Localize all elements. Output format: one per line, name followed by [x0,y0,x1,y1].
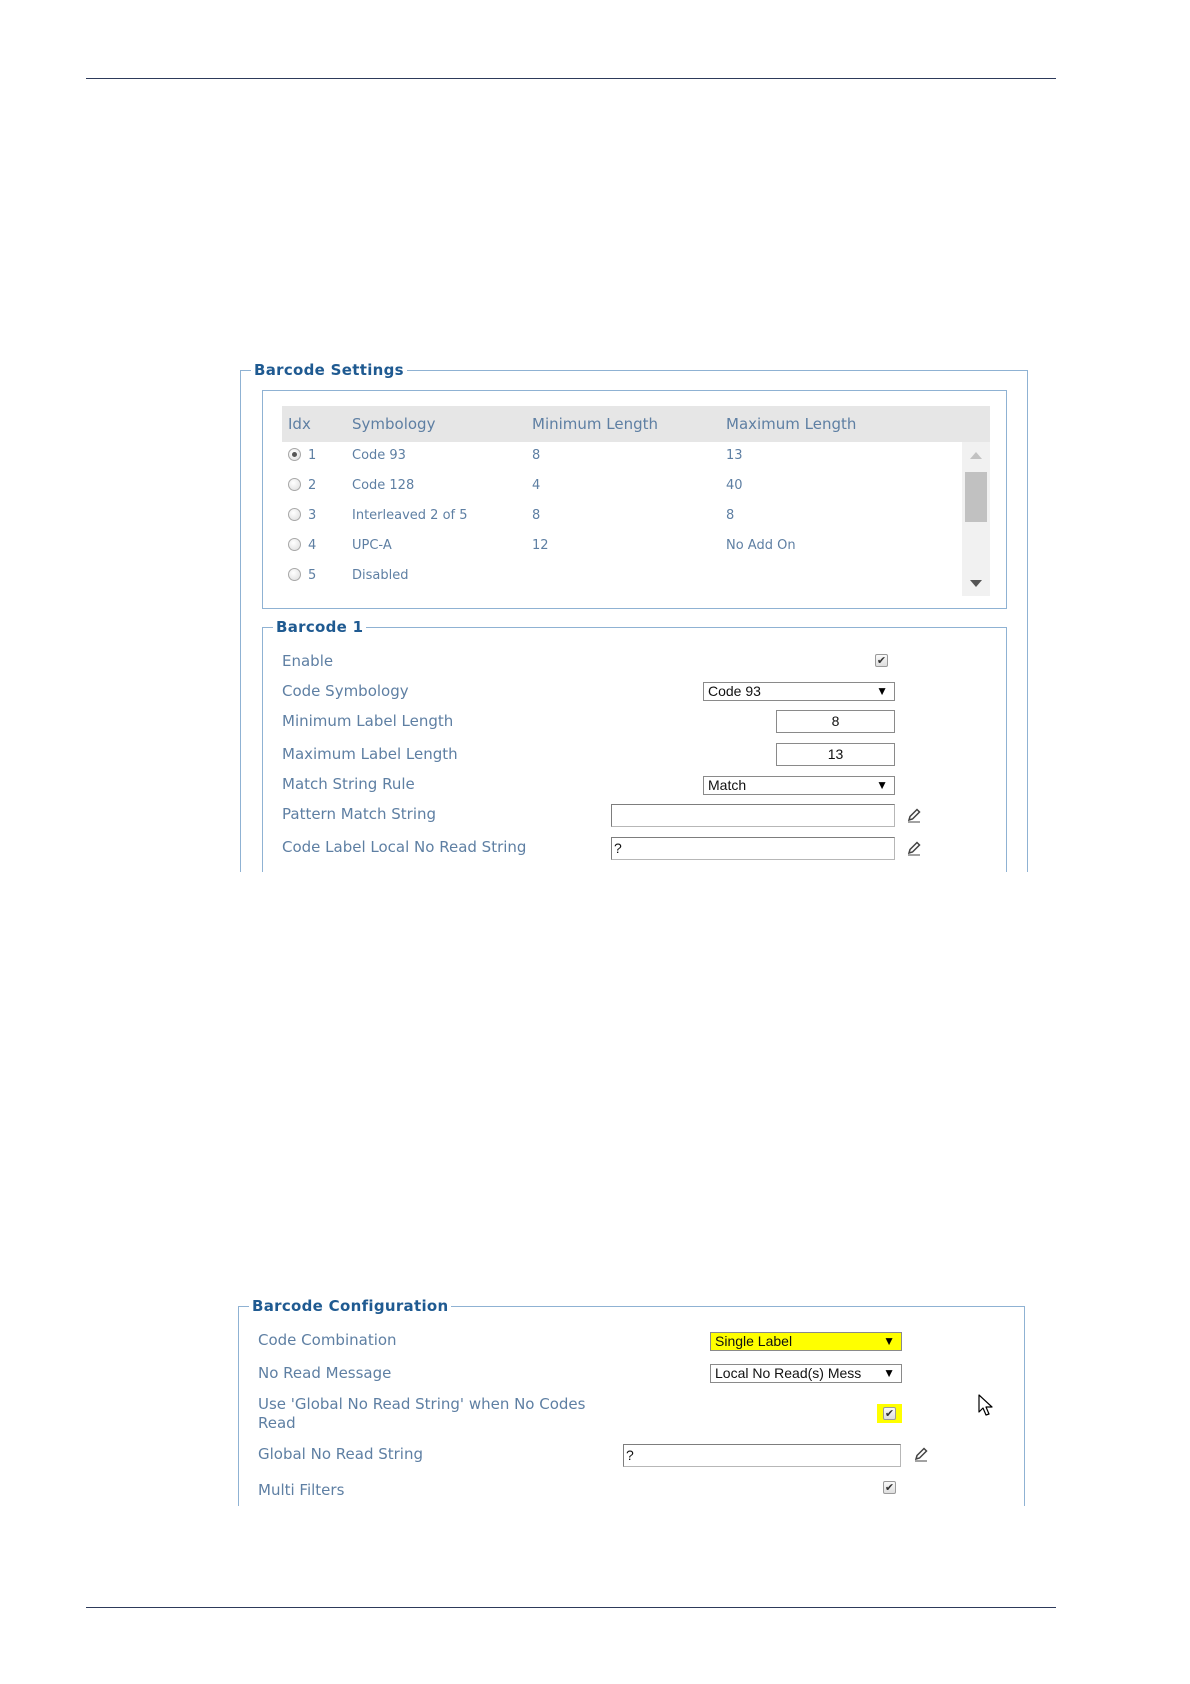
pencil-edit-icon[interactable] [906,807,922,823]
row-symbology: Interleaved 2 of 5 [352,508,468,523]
header-max-length: Maximum Length [726,415,857,433]
match-string-rule-value: Match [708,777,747,793]
header-symbology: Symbology [352,415,436,433]
barcode-configuration-legend: Barcode Configuration [249,1297,451,1315]
row-radio-button[interactable] [288,538,301,551]
row-radio-button[interactable] [288,508,301,521]
code-symbology-label: Code Symbology [282,682,409,700]
barcode1-legend: Barcode 1 [273,618,366,636]
pattern-match-string-label: Pattern Match String [282,805,437,823]
code-combination-label: Code Combination [258,1331,397,1349]
row-radio-button[interactable] [288,568,301,581]
no-read-message-value: Local No Read(s) Mess [715,1365,862,1381]
row-idx: 5 [308,568,317,583]
row-idx: 1 [308,448,317,463]
row-idx: 4 [308,538,317,553]
row-min: 8 [532,508,541,523]
enable-label: Enable [282,652,334,670]
local-no-read-string-label: Code Label Local No Read String [282,838,527,856]
table-row[interactable] [282,531,962,561]
barcode-settings-legend: Barcode Settings [251,361,407,379]
row-max: No Add On [726,538,796,553]
row-idx: 2 [308,478,317,493]
min-label-length-label: Minimum Label Length [282,712,454,730]
header-idx: Idx [288,415,311,433]
row-symbology: Code 128 [352,478,415,493]
dropdown-arrow-icon: ▼ [883,1334,895,1348]
row-symbology: Code 93 [352,448,406,463]
max-label-length-input[interactable]: 13 [776,743,895,766]
code-symbology-select[interactable] [703,682,895,701]
no-read-message-select[interactable] [710,1364,902,1383]
row-symbology: UPC-A [352,538,392,553]
row-min: 12 [532,538,549,553]
header-min-length: Minimum Length [532,415,659,433]
table-scrollbar[interactable] [962,442,990,596]
row-min: 8 [532,448,541,463]
use-global-no-read-label: Use 'Global No Read String' when No Codes [258,1395,586,1413]
code-combination-value: Single Label [715,1333,793,1349]
pencil-edit-icon[interactable] [906,840,922,856]
code-combination-select[interactable] [710,1332,902,1351]
pencil-edit-icon[interactable] [913,1446,929,1462]
global-no-read-string-label: Global No Read String [258,1445,424,1463]
dropdown-arrow-icon: ▼ [883,1366,895,1380]
row-symbology: Disabled [352,568,409,583]
local-no-read-string-input[interactable]: ? [611,837,895,860]
table-row[interactable] [282,561,962,591]
dropdown-arrow-icon: ▼ [876,778,888,792]
dropdown-arrow-icon: ▼ [876,684,888,698]
table-row[interactable] [282,441,962,471]
bottom-rule [86,1607,1056,1608]
table-row[interactable] [282,471,962,501]
row-radio-button[interactable] [288,478,301,491]
use-global-no-read-checkbox[interactable]: ✔ [884,1407,895,1420]
match-string-rule-label: Match String Rule [282,775,415,793]
enable-checkbox[interactable]: ✔ [876,654,887,667]
multi-filters-checkbox[interactable]: ✔ [884,1481,895,1494]
row-radio-button[interactable] [288,448,301,461]
multi-filters-label: Multi Filters [258,1481,345,1499]
scroll-up-arrow-icon[interactable] [970,452,982,459]
row-max: 13 [726,448,743,463]
top-rule [86,78,1056,79]
pattern-match-string-input[interactable] [611,804,895,827]
code-symbology-value: Code 93 [708,683,761,699]
row-max: 8 [726,508,735,523]
scroll-down-arrow-icon[interactable] [970,580,982,587]
match-string-rule-select[interactable] [703,776,895,795]
row-idx: 3 [308,508,317,523]
scroll-thumb[interactable] [965,472,987,522]
mouse-pointer-icon [978,1394,994,1418]
table-row[interactable] [282,501,962,531]
row-min: 4 [532,478,541,493]
max-label-length-label: Maximum Label Length [282,745,458,763]
min-label-length-input[interactable]: 8 [776,710,895,733]
table-header [282,406,990,442]
global-no-read-string-input[interactable]: ? [623,1444,901,1467]
no-read-message-label: No Read Message [258,1364,392,1382]
row-max: 40 [726,478,743,493]
use-global-no-read-label-cont: Read [258,1414,296,1432]
